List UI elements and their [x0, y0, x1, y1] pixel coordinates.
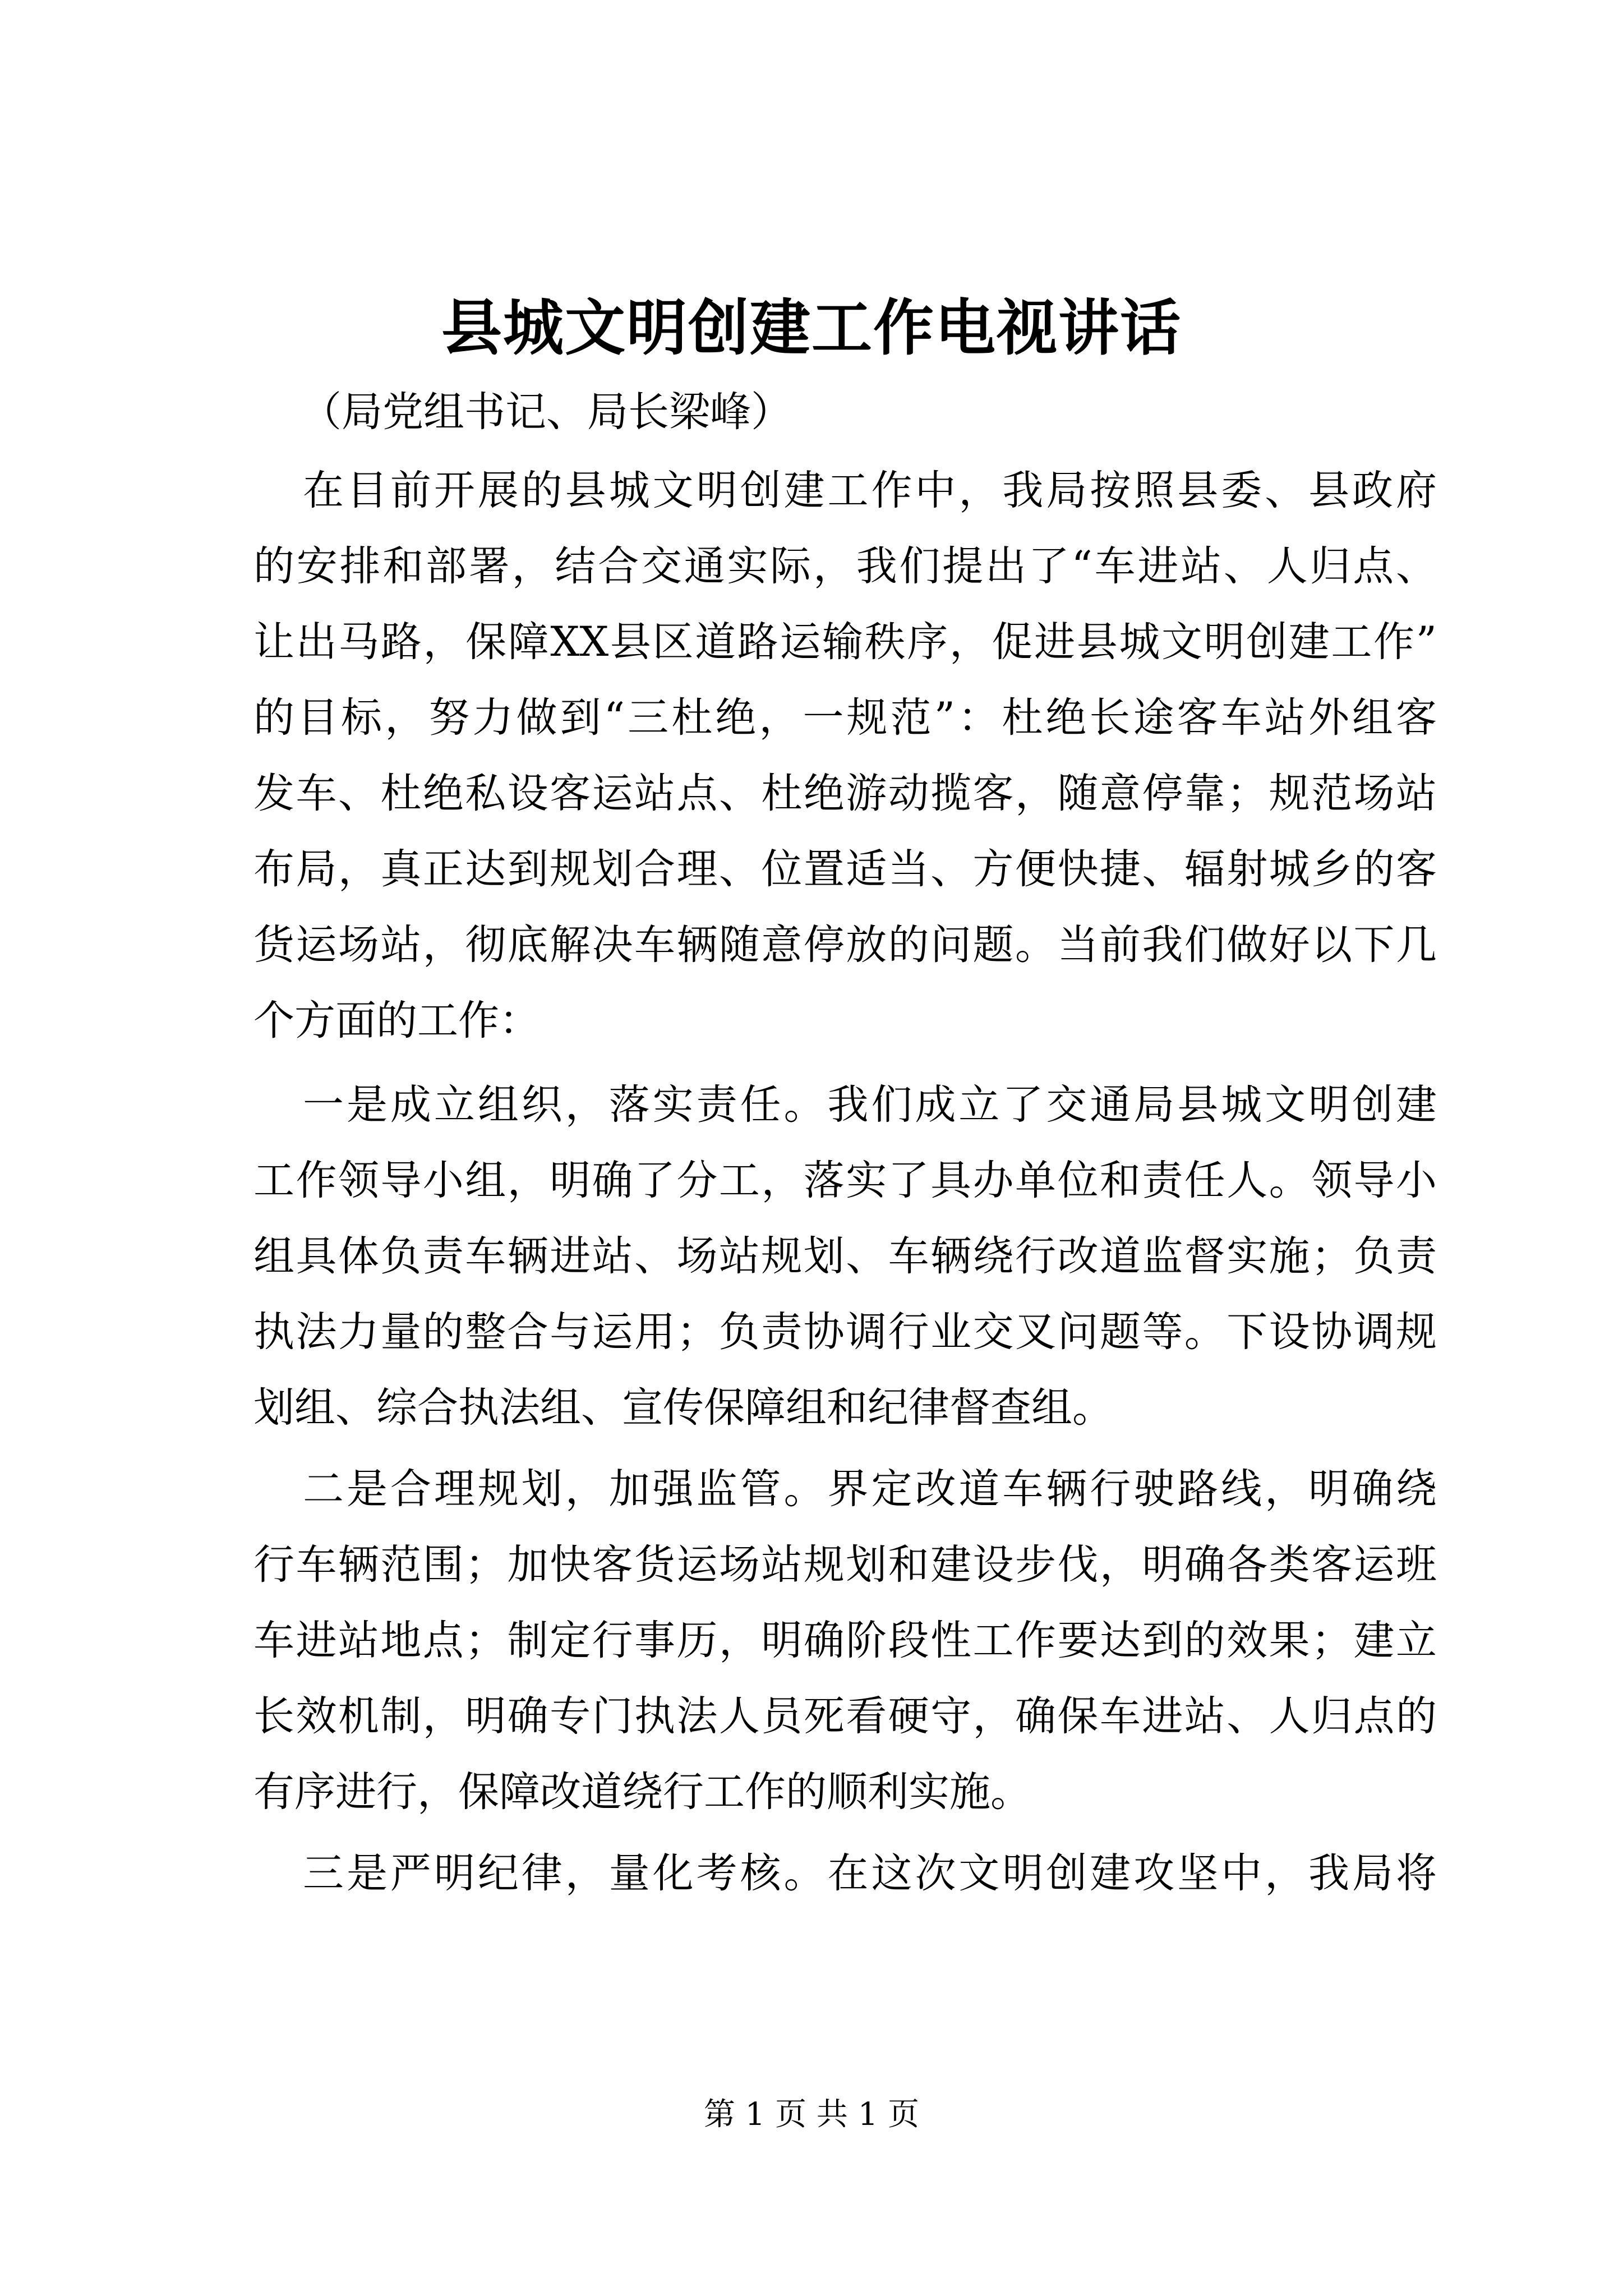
paragraph-1-line-2: 的安排和部署，结合交通实际，我们提出了“车进站、人归点、 — [253, 542, 1437, 590]
author-byline: （局党组书记、局长梁峰） — [301, 388, 792, 436]
paragraph-2-line-3: 组具体负责车辆进站、场站规划、车辆绕行改道监督实施；负责 — [253, 1232, 1437, 1280]
paragraph-3-line-1: 二是合理规划，加强监管。界定改道车辆行驶路线，明确绕 — [303, 1465, 1437, 1513]
paragraph-4-line-1: 三是严明纪律，量化考核。在这次文明创建攻坚中，我局将 — [303, 1849, 1437, 1897]
paragraph-2-line-5: 划组、综合执法组、宣传保障组和纪律督查组。 — [253, 1384, 1113, 1432]
paragraph-1-line-8: 个方面的工作： — [253, 997, 540, 1045]
paragraph-1-line-6: 布局，真正达到规划合理、位置适当、方便快捷、辐射城乡的客 — [253, 845, 1437, 893]
paragraph-1-line-5: 发车、杜绝私设客运站点、杜绝游动揽客，随意停靠；规范场站 — [253, 770, 1437, 817]
paragraph-1-line-1: 在目前开展的县城文明创建工作中，我局按照县委、县政府 — [303, 467, 1437, 514]
paragraph-1-line-7: 货运场站，彻底解决车辆随意停放的问题。当前我们做好以下几 — [253, 921, 1437, 969]
paragraph-2-line-4: 执法力量的整合与运用；负责协调行业交叉问题等。下设协调规 — [253, 1308, 1437, 1356]
page-footer: 第 1 页 共 1 页 — [703, 2096, 920, 2133]
paragraph-1-line-4: 的目标，努力做到“三杜绝，一规范”：杜绝长途客车站外组客 — [253, 694, 1437, 742]
paragraph-2-line-2: 工作领导小组，明确了分工，落实了具办单位和责任人。领导小 — [253, 1157, 1437, 1204]
paragraph-3-line-2: 行车辆范围；加快客货运场站规划和建设步伐，明确各类客运班 — [253, 1541, 1437, 1589]
document-title: 县城文明创建工作电视讲话 — [441, 293, 1182, 364]
paragraph-2-line-1: 一是成立组织，落实责任。我们成立了交通局县城文明创建 — [303, 1081, 1437, 1129]
paragraph-1-line-3: 让出马路，保障XX县区道路运输秩序，促进县城文明创建工作” — [253, 618, 1437, 666]
paragraph-3-line-3: 车进站地点；制定行事历，明确阶段性工作要达到的效果；建立 — [253, 1617, 1437, 1664]
paragraph-3-line-4: 长效机制，明确专门执法人员死看硬守，确保车进站、人归点的 — [253, 1692, 1437, 1740]
paragraph-3-line-5: 有序进行，保障改道绕行工作的顺利实施。 — [253, 1768, 1031, 1816]
